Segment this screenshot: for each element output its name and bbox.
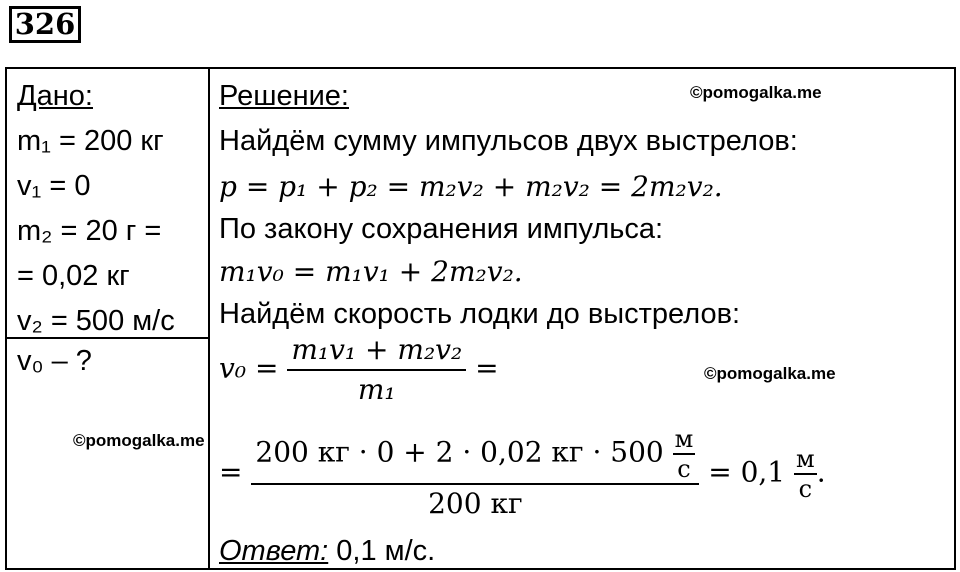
numerator-value: 200 кг · 0 + 2 · 0,02 кг · 500 [255,435,664,469]
fraction [287,331,466,409]
fraction-numerator [251,425,699,483]
given-item: m₂ = 20 г = [17,215,162,247]
given-title: Дано: [17,80,93,112]
unit-numerator: м [674,425,694,453]
solution-table [5,67,956,570]
unit-fraction [673,425,696,483]
equation-fraction-line [219,331,499,409]
end-period: . [816,455,826,489]
equation-lhs: v₀ = [219,351,279,385]
fraction-denominator: m₁ [287,369,466,409]
unit-denominator: с [794,473,817,503]
column-divider [208,69,210,568]
given-item: = 0,02 кг [17,260,130,292]
watermark: ©pomogalka.me [690,83,822,102]
answer-label: Ответ: [219,535,329,567]
solution-text: По закону сохранения импульса: [219,213,664,245]
fraction-denominator: 200 кг [251,483,699,523]
watermark: ©pomogalka.me [73,431,205,450]
unit-fraction [794,445,817,503]
equals-sign: = [219,455,243,489]
unit-denominator: с [673,453,696,483]
solution-text: Найдём скорость лодки до выстрелов: [219,298,741,330]
answer-value: 0,1 м/с. [328,535,436,567]
fraction [251,425,699,523]
given-item: m₁ = 200 кг [17,125,164,157]
given-list [17,119,175,344]
given-item: v₂ = 500 м/с [17,305,175,337]
watermark: ©pomogalka.me [704,364,836,383]
given-find: v₀ – ? [17,345,92,377]
answer-line [219,531,435,571]
solution-text: Найдём сумму импульсов двух выстрелов: [219,125,798,157]
solution-title: Решение: [219,80,349,112]
equation: p = p₁ + p₂ = m₂v₂ + m₂v₂ = 2m₂v₂. [219,170,723,203]
equation: m₁v₀ = m₁v₁ + 2m₂v₂. [219,255,523,288]
given-item: v₁ = 0 [17,170,91,202]
result-value: = 0,1 [708,455,786,489]
equation-calculation [219,425,826,523]
equals-sign: = [475,351,499,385]
fraction-numerator: m₁v₁ + m₂v₂ [291,333,463,366]
problem-number: 326 [9,6,81,43]
unit-numerator: м [796,445,815,473]
